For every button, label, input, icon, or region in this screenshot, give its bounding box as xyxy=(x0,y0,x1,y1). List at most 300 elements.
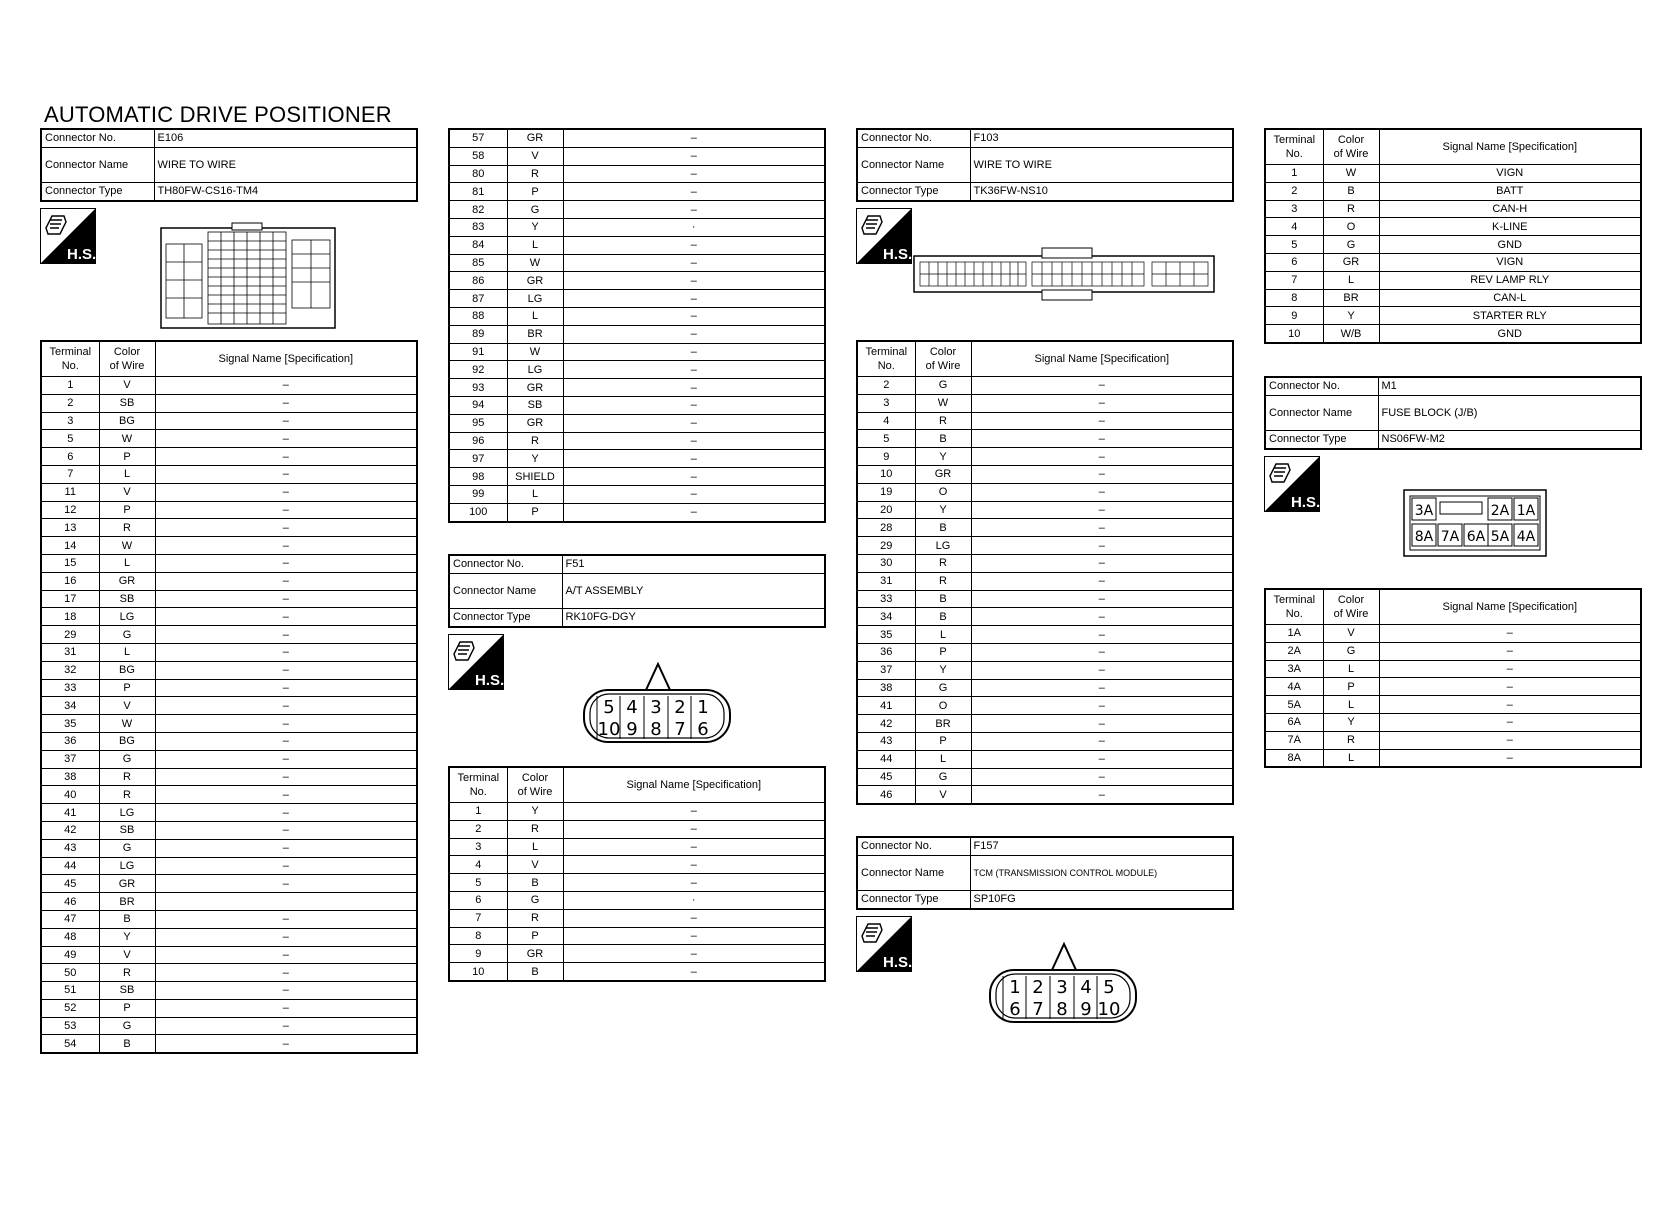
signal-name: – xyxy=(563,379,825,397)
signal-name: – xyxy=(155,643,417,661)
terminal-no: 45 xyxy=(857,768,915,786)
wire-color: G xyxy=(99,750,155,768)
table-row xyxy=(449,254,825,272)
wire-color: P xyxy=(99,999,155,1017)
terminal-no: 3 xyxy=(449,838,507,856)
wire-color: P xyxy=(507,927,563,945)
table-row xyxy=(1265,236,1641,254)
signal-name: – xyxy=(155,910,417,928)
terminal-no: 9 xyxy=(1265,307,1323,325)
f103-terminal-table xyxy=(856,340,1234,805)
wire-color: R xyxy=(915,412,971,430)
svg-text:H.S.: H.S. xyxy=(883,954,912,971)
table-row xyxy=(41,661,417,679)
wire-color: BG xyxy=(99,732,155,750)
wire-color: BR xyxy=(915,715,971,733)
table-row xyxy=(41,821,417,839)
wire-color: LG xyxy=(99,608,155,626)
wire-color: GR xyxy=(507,129,563,147)
hs-badge-label: H.S. xyxy=(67,246,96,263)
terminal-no: 15 xyxy=(41,554,99,572)
terminal-no: 1 xyxy=(1265,165,1323,183)
wire-color: BR xyxy=(99,893,155,911)
terminal-no: 29 xyxy=(41,626,99,644)
terminal-no: 46 xyxy=(41,893,99,911)
m1-connector-no: M1 xyxy=(1378,377,1641,395)
table-row xyxy=(857,590,1233,608)
terminal-no: 37 xyxy=(857,661,915,679)
table-row xyxy=(41,768,417,786)
signal-name: – xyxy=(971,537,1233,555)
wire-color: Y xyxy=(915,661,971,679)
signal-name: – xyxy=(155,448,417,466)
table-row xyxy=(41,465,417,483)
signal-name: – xyxy=(155,608,417,626)
pin-label: 7 xyxy=(1032,999,1044,1020)
signal-name: – xyxy=(971,732,1233,750)
terminal-no: 53 xyxy=(41,1017,99,1035)
f157-terminal-table xyxy=(1264,128,1642,344)
hs-badge-icon xyxy=(856,208,912,264)
terminal-no: 3 xyxy=(41,412,99,430)
table-row xyxy=(449,325,825,343)
hs-badge-icon xyxy=(40,208,96,264)
terminal-no: 58 xyxy=(449,147,507,165)
signal-name: – xyxy=(563,856,825,874)
signal-name: – xyxy=(155,982,417,1000)
signal-name: – xyxy=(155,786,417,804)
wire-color: O xyxy=(1323,218,1379,236)
terminal-no: 7 xyxy=(449,909,507,927)
wire-color: R xyxy=(99,519,155,537)
signal-name: – xyxy=(155,554,417,572)
wire-color: B xyxy=(915,519,971,537)
table-row xyxy=(449,838,825,856)
table-row xyxy=(41,875,417,893)
hs-badge-icon xyxy=(448,634,504,690)
wire-color: G xyxy=(915,377,971,395)
signal-name xyxy=(155,893,417,911)
table-row xyxy=(41,857,417,875)
signal-name: – xyxy=(563,414,825,432)
terminal-no: 57 xyxy=(449,129,507,147)
wire-color: W xyxy=(507,254,563,272)
signal-name: · xyxy=(563,891,825,909)
table-row xyxy=(449,803,825,821)
terminal-no: 4 xyxy=(449,856,507,874)
table-row xyxy=(1265,182,1641,200)
e106-terminal-table xyxy=(40,340,418,1054)
pin-label: 8 xyxy=(650,719,662,740)
f51-terminal-table xyxy=(448,766,826,982)
signal-name: – xyxy=(155,732,417,750)
terminal-no: 51 xyxy=(41,982,99,1000)
terminal-no: 36 xyxy=(41,732,99,750)
signal-name: – xyxy=(155,501,417,519)
table-row xyxy=(857,661,1233,679)
terminal-no-header: Terminal No. xyxy=(41,341,99,377)
f51-connector-name: A/T ASSEMBLY xyxy=(562,573,825,608)
table-row xyxy=(41,608,417,626)
wire-color: G xyxy=(99,1017,155,1035)
terminal-no: 84 xyxy=(449,236,507,254)
wire-color: Y xyxy=(507,218,563,236)
terminal-no: 49 xyxy=(41,946,99,964)
wire-color: B xyxy=(507,963,563,981)
wire-color: R xyxy=(1323,200,1379,218)
signal-name: – xyxy=(563,820,825,838)
f103-connector-no: F103 xyxy=(970,129,1233,147)
terminal-no: 81 xyxy=(449,183,507,201)
signal-name: – xyxy=(155,465,417,483)
wire-color: SB xyxy=(99,394,155,412)
signal-name: – xyxy=(155,928,417,946)
signal-name: – xyxy=(971,377,1233,395)
table-row xyxy=(41,590,417,608)
wire-color: B xyxy=(915,590,971,608)
signal-name: – xyxy=(1379,731,1641,749)
wire-color: SB xyxy=(99,590,155,608)
terminal-no: 1 xyxy=(41,377,99,395)
terminal-no: 4A xyxy=(1265,678,1323,696)
color-of-wire-header: Color of Wire xyxy=(1323,129,1379,165)
signal-name: CAN-H xyxy=(1379,200,1641,218)
table-row xyxy=(1265,218,1641,236)
connector-no-label: Connector No. xyxy=(449,555,562,573)
signal-name: – xyxy=(155,661,417,679)
terminal-no: 37 xyxy=(41,750,99,768)
wire-color: B xyxy=(507,874,563,892)
wire-color: G xyxy=(915,768,971,786)
signal-name: GND xyxy=(1379,325,1641,343)
signal-name: – xyxy=(563,468,825,486)
wire-color: V xyxy=(99,483,155,501)
table-row xyxy=(449,290,825,308)
signal-name: – xyxy=(971,750,1233,768)
signal-name: – xyxy=(971,430,1233,448)
table-row xyxy=(449,450,825,468)
f157-connector-diagram-icon xyxy=(988,930,1138,1031)
table-row xyxy=(1265,678,1641,696)
terminal-no: 17 xyxy=(41,590,99,608)
page-title: AUTOMATIC DRIVE POSITIONER xyxy=(44,102,392,127)
wire-color: LG xyxy=(507,290,563,308)
signal-name: – xyxy=(1379,749,1641,767)
signal-name: – xyxy=(155,875,417,893)
wire-color: Y xyxy=(99,928,155,946)
signal-name: – xyxy=(1379,625,1641,643)
signal-name: – xyxy=(155,519,417,537)
pin-label: 6 xyxy=(1009,999,1021,1020)
f103-connector-type: TK36FW-NS10 xyxy=(970,182,1233,200)
signal-name: – xyxy=(155,697,417,715)
signal-name: – xyxy=(155,999,417,1017)
connector-name-label: Connector Name xyxy=(41,147,154,182)
wire-color: W xyxy=(507,343,563,361)
terminal-no: 41 xyxy=(41,804,99,822)
table-row xyxy=(449,820,825,838)
pin-label: 9 xyxy=(1080,999,1092,1020)
signal-name-header: Signal Name [Specification] xyxy=(971,341,1233,377)
f51-connector-no: F51 xyxy=(562,555,825,573)
table-row xyxy=(449,963,825,981)
wire-color: V xyxy=(99,697,155,715)
wire-color: GR xyxy=(507,272,563,290)
terminal-no: 29 xyxy=(857,537,915,555)
table-row xyxy=(1265,289,1641,307)
terminal-no: 18 xyxy=(41,608,99,626)
signal-name: – xyxy=(1379,660,1641,678)
terminal-no: 44 xyxy=(857,750,915,768)
connector-type-label: Connector Type xyxy=(1265,430,1378,448)
terminal-no: 5 xyxy=(449,874,507,892)
table-row xyxy=(857,750,1233,768)
table-row xyxy=(41,982,417,1000)
terminal-no: 9 xyxy=(449,945,507,963)
terminal-no: 48 xyxy=(41,928,99,946)
wire-color: R xyxy=(99,768,155,786)
signal-name: – xyxy=(563,485,825,503)
terminal-no: 33 xyxy=(41,679,99,697)
signal-name: – xyxy=(563,432,825,450)
f51-info-table xyxy=(448,554,826,628)
table-row xyxy=(41,893,417,911)
signal-name: – xyxy=(155,1017,417,1035)
table-row xyxy=(1265,749,1641,767)
signal-name: – xyxy=(1379,713,1641,731)
wire-color: G xyxy=(99,839,155,857)
table-row xyxy=(41,377,417,395)
wire-color: V xyxy=(915,786,971,804)
wire-color: O xyxy=(915,483,971,501)
table-row xyxy=(857,483,1233,501)
wire-color: SB xyxy=(99,982,155,1000)
f157-info-table xyxy=(856,836,1234,910)
terminal-no: 3 xyxy=(1265,200,1323,218)
wire-color: W xyxy=(915,394,971,412)
wire-color: Y xyxy=(507,450,563,468)
signal-name: – xyxy=(155,804,417,822)
pin-label: 4 xyxy=(626,697,638,718)
table-row xyxy=(41,394,417,412)
terminal-no: 34 xyxy=(41,697,99,715)
signal-name: – xyxy=(563,201,825,219)
table-row xyxy=(857,501,1233,519)
wire-color: B xyxy=(99,910,155,928)
table-row xyxy=(449,343,825,361)
e106-connector-diagram-icon xyxy=(160,222,336,335)
pin-label: 10 xyxy=(597,719,621,740)
f51-connector-diagram-icon xyxy=(582,650,732,751)
table-row xyxy=(857,448,1233,466)
pin-label: 4 xyxy=(1080,977,1092,998)
terminal-no: 38 xyxy=(41,768,99,786)
wire-color: G xyxy=(99,626,155,644)
signal-name: – xyxy=(155,821,417,839)
table-row xyxy=(449,379,825,397)
svg-text:H.S.: H.S. xyxy=(1291,494,1320,511)
table-row xyxy=(1265,200,1641,218)
terminal-no: 93 xyxy=(449,379,507,397)
table-row xyxy=(449,147,825,165)
terminal-no: 99 xyxy=(449,485,507,503)
terminal-no: 4 xyxy=(857,412,915,430)
wire-color: R xyxy=(507,820,563,838)
terminal-no: 54 xyxy=(41,1035,99,1053)
wire-color: V xyxy=(99,946,155,964)
wire-color: V xyxy=(507,147,563,165)
signal-name: – xyxy=(563,325,825,343)
terminal-no: 2 xyxy=(41,394,99,412)
signal-name: – xyxy=(563,129,825,147)
pin-label: 7A xyxy=(1440,529,1460,545)
signal-name: – xyxy=(155,394,417,412)
f103-info-table xyxy=(856,128,1234,202)
signal-name: – xyxy=(155,946,417,964)
table-row xyxy=(1265,713,1641,731)
signal-name: – xyxy=(971,519,1233,537)
terminal-no: 44 xyxy=(41,857,99,875)
table-row xyxy=(857,412,1233,430)
wire-color: R xyxy=(507,165,563,183)
wire-color: W xyxy=(99,715,155,733)
terminal-no: 35 xyxy=(857,626,915,644)
connector-name-label: Connector Name xyxy=(857,855,970,890)
signal-name: – xyxy=(971,679,1233,697)
wire-color: P xyxy=(507,183,563,201)
signal-name: – xyxy=(155,412,417,430)
table-row xyxy=(41,483,417,501)
terminal-no-header: Terminal No. xyxy=(857,341,915,377)
wire-color: L xyxy=(507,236,563,254)
table-row xyxy=(449,891,825,909)
wire-color: P xyxy=(915,732,971,750)
wire-color: V xyxy=(99,377,155,395)
wire-color: G xyxy=(507,201,563,219)
signal-name: – xyxy=(155,750,417,768)
terminal-no: 7 xyxy=(41,465,99,483)
table-row xyxy=(41,626,417,644)
signal-name: – xyxy=(155,430,417,448)
terminal-no: 43 xyxy=(41,839,99,857)
table-row xyxy=(449,307,825,325)
color-of-wire-header: Color of Wire xyxy=(99,341,155,377)
e106-terminal-table-continued xyxy=(448,128,826,523)
pin-label: 2A xyxy=(1490,503,1510,519)
terminal-no: 94 xyxy=(449,396,507,414)
terminal-no: 47 xyxy=(41,910,99,928)
m1-connector-diagram-icon xyxy=(1402,488,1548,563)
m1-info-table xyxy=(1264,376,1642,450)
signal-name: – xyxy=(563,396,825,414)
wire-color: GR xyxy=(915,465,971,483)
signal-name: – xyxy=(155,715,417,733)
pin-label: 5 xyxy=(1103,977,1115,998)
terminal-no: 36 xyxy=(857,643,915,661)
wire-color: Y xyxy=(915,448,971,466)
terminal-no: 6A xyxy=(1265,713,1323,731)
signal-name: – xyxy=(1379,696,1641,714)
terminal-no: 86 xyxy=(449,272,507,290)
table-row xyxy=(449,236,825,254)
table-row xyxy=(449,414,825,432)
svg-text:H.S.: H.S. xyxy=(475,672,504,689)
wire-color: Y xyxy=(915,501,971,519)
table-row xyxy=(1265,660,1641,678)
signal-name: – xyxy=(155,1035,417,1053)
connector-no-label: Connector No. xyxy=(1265,377,1378,395)
terminal-no: 10 xyxy=(449,963,507,981)
table-row xyxy=(449,485,825,503)
table-row xyxy=(41,572,417,590)
table-row xyxy=(41,715,417,733)
signal-name: – xyxy=(971,626,1233,644)
signal-name: – xyxy=(563,183,825,201)
pin-label: 3 xyxy=(650,697,662,718)
table-row xyxy=(41,804,417,822)
terminal-no: 6 xyxy=(1265,253,1323,271)
f157-connector-name: TCM (TRANSMISSION CONTROL MODULE) xyxy=(970,855,1233,890)
terminal-no: 1 xyxy=(449,803,507,821)
table-row xyxy=(1265,271,1641,289)
table-row xyxy=(1265,731,1641,749)
table-row xyxy=(1265,325,1641,343)
wire-color: GR xyxy=(507,379,563,397)
terminal-no: 14 xyxy=(41,537,99,555)
terminal-no: 50 xyxy=(41,964,99,982)
table-row xyxy=(41,448,417,466)
terminal-no-header: Terminal No. xyxy=(1265,589,1323,625)
pin-label: 5 xyxy=(603,697,615,718)
wire-color: R xyxy=(915,554,971,572)
signal-name: – xyxy=(563,254,825,272)
table-row xyxy=(449,396,825,414)
table-row xyxy=(41,786,417,804)
connector-type-label: Connector Type xyxy=(449,608,562,626)
signal-name: – xyxy=(563,874,825,892)
wire-color: Y xyxy=(507,803,563,821)
wire-color: GR xyxy=(99,875,155,893)
svg-text:H.S.: H.S. xyxy=(883,246,912,263)
e106-connector-no: E106 xyxy=(154,129,417,147)
table-row xyxy=(449,468,825,486)
signal-name: – xyxy=(971,554,1233,572)
wire-color: Y xyxy=(1323,713,1379,731)
signal-name-header: Signal Name [Specification] xyxy=(563,767,825,803)
pin-label: 1 xyxy=(1009,977,1021,998)
terminal-no: 100 xyxy=(449,503,507,521)
connector-name-label: Connector Name xyxy=(857,147,970,182)
wire-color: O xyxy=(915,697,971,715)
signal-name: – xyxy=(155,839,417,857)
terminal-no: 33 xyxy=(857,590,915,608)
table-row xyxy=(857,394,1233,412)
m1-connector-type: NS06FW-M2 xyxy=(1378,430,1641,448)
e106-info-table xyxy=(40,128,418,202)
signal-name: – xyxy=(563,963,825,981)
connector-no-label: Connector No. xyxy=(857,837,970,855)
pin-label: 2 xyxy=(1032,977,1044,998)
pin-label: 7 xyxy=(674,719,686,740)
terminal-no: 11 xyxy=(41,483,99,501)
terminal-no: 10 xyxy=(857,465,915,483)
signal-name: – xyxy=(155,377,417,395)
terminal-no: 2 xyxy=(1265,182,1323,200)
terminal-no: 92 xyxy=(449,361,507,379)
terminal-no: 80 xyxy=(449,165,507,183)
table-row xyxy=(857,465,1233,483)
signal-name: – xyxy=(155,483,417,501)
